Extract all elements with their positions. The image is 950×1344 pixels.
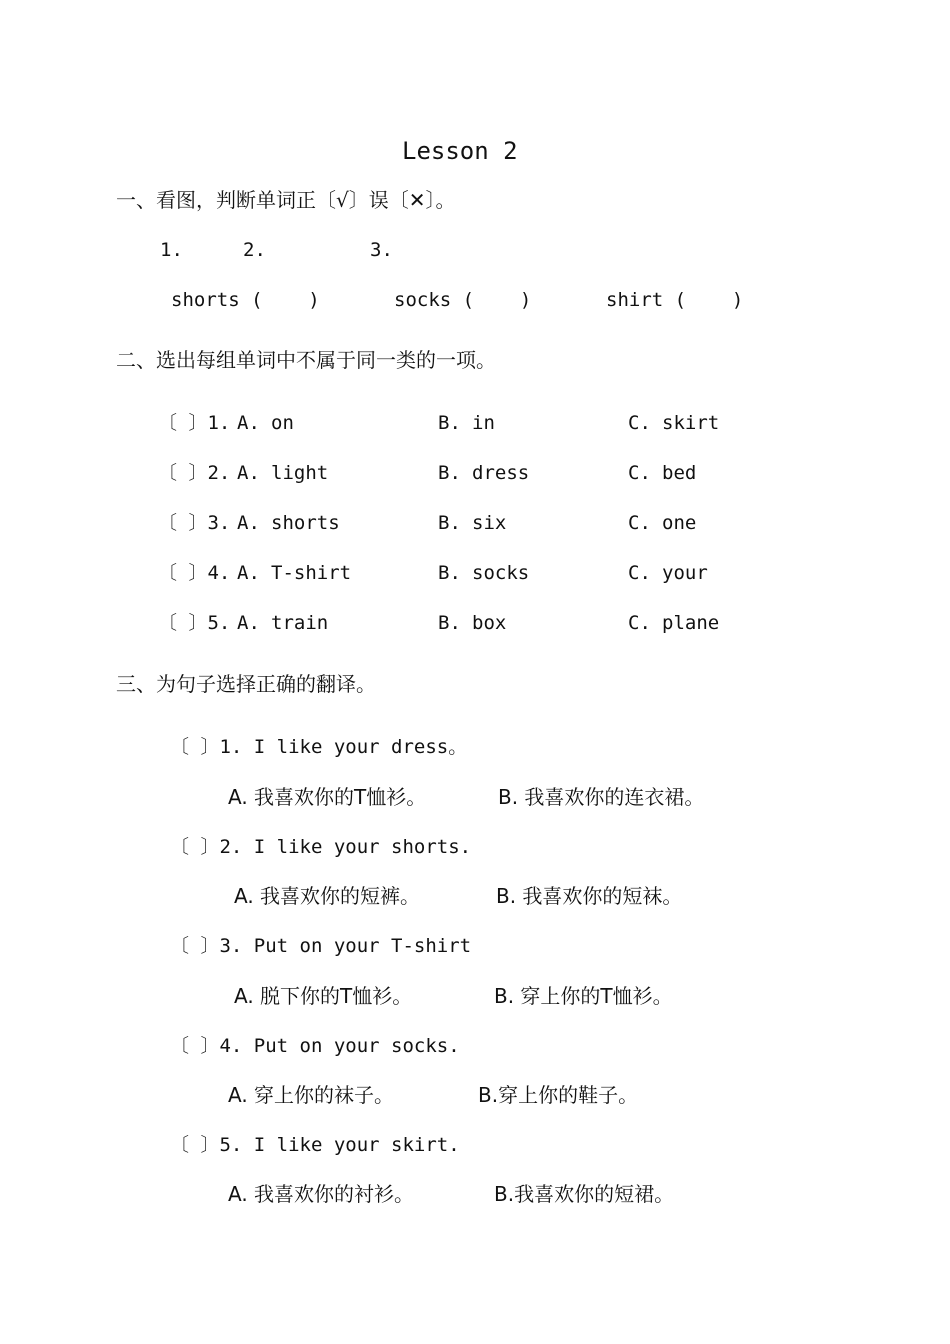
option-a: A. 脱下你的T恤衫。 xyxy=(234,984,413,1008)
judge-item-shorts: shorts ( ) xyxy=(171,289,320,311)
option-a-word: light xyxy=(271,462,329,484)
picture-number-1: 1. xyxy=(160,239,183,261)
option-a: A. 我喜欢你的短裤。 xyxy=(234,884,421,908)
option-a-word: on xyxy=(271,412,294,434)
option-b-word: six xyxy=(472,512,507,534)
option-b: B.穿上你的鞋子。 xyxy=(478,1083,639,1107)
option-a-label: A. xyxy=(237,462,260,484)
judge-item-socks: socks ( ) xyxy=(394,289,532,311)
option-a-label: A. xyxy=(237,562,260,584)
option-b-word: box xyxy=(472,612,507,634)
option-b: B. 我喜欢你的连衣裙。 xyxy=(498,785,705,809)
section1-heading: 一、看图，判断单词正〔√〕误〔✕〕。 xyxy=(116,188,456,212)
option-b-word: socks xyxy=(472,562,530,584)
option-b-word: in xyxy=(472,412,495,434)
option-c-label: C. xyxy=(628,462,651,484)
option-c-word: bed xyxy=(662,462,697,484)
picture-number-3: 3. xyxy=(370,239,393,261)
page-title: Lesson 2 xyxy=(402,137,518,165)
option-b: B.我喜欢你的短裙。 xyxy=(494,1182,675,1206)
section2-heading: 二、选出每组单词中不属于同一类的一项。 xyxy=(116,348,496,372)
option-b-label: B. xyxy=(438,412,461,434)
option-c-word: your xyxy=(662,562,708,584)
judge-item-shirt: shirt ( ) xyxy=(606,289,744,311)
option-b-label: B. xyxy=(438,512,461,534)
question-sentence: 〔 〕3. Put on your T-shirt xyxy=(170,935,472,957)
option-a: A. 我喜欢你的衬衫。 xyxy=(228,1182,415,1206)
question-sentence: 〔 〕4. Put on your socks. xyxy=(170,1035,460,1057)
choice-number: 〔 〕2. xyxy=(158,462,231,484)
option-b-label: B. xyxy=(438,462,461,484)
question-sentence: 〔 〕1. I like your dress。 xyxy=(170,736,468,758)
option-b: B. 我喜欢你的短袜。 xyxy=(496,884,683,908)
option-c-word: plane xyxy=(662,612,720,634)
option-a-word: T-shirt xyxy=(271,562,352,584)
option-a-label: A. xyxy=(237,612,260,634)
option-c-label: C. xyxy=(628,512,651,534)
option-a-label: A. xyxy=(237,412,260,434)
choice-number: 〔 〕4. xyxy=(158,562,231,584)
picture-number-2: 2. xyxy=(243,239,266,261)
option-c-label: C. xyxy=(628,412,651,434)
option-a-label: A. xyxy=(237,512,260,534)
choice-number: 〔 〕3. xyxy=(158,512,231,534)
option-a: A. 穿上你的袜子。 xyxy=(228,1083,395,1107)
option-b-word: dress xyxy=(472,462,530,484)
option-c-word: one xyxy=(662,512,697,534)
option-a-word: train xyxy=(271,612,329,634)
option-b-label: B. xyxy=(438,562,461,584)
option-a-word: shorts xyxy=(271,512,340,534)
section3-heading: 三、为句子选择正确的翻译。 xyxy=(116,672,376,696)
option-c-word: skirt xyxy=(662,412,720,434)
option-a: A. 我喜欢你的T恤衫。 xyxy=(228,785,427,809)
option-c-label: C. xyxy=(628,612,651,634)
question-sentence: 〔 〕2. I like your shorts. xyxy=(170,836,472,858)
option-b: B. 穿上你的T恤衫。 xyxy=(494,984,673,1008)
choice-number: 〔 〕1. xyxy=(158,412,231,434)
choice-number: 〔 〕5. xyxy=(158,612,231,634)
option-c-label: C. xyxy=(628,562,651,584)
question-sentence: 〔 〕5. I like your skirt. xyxy=(170,1134,460,1156)
option-b-label: B. xyxy=(438,612,461,634)
